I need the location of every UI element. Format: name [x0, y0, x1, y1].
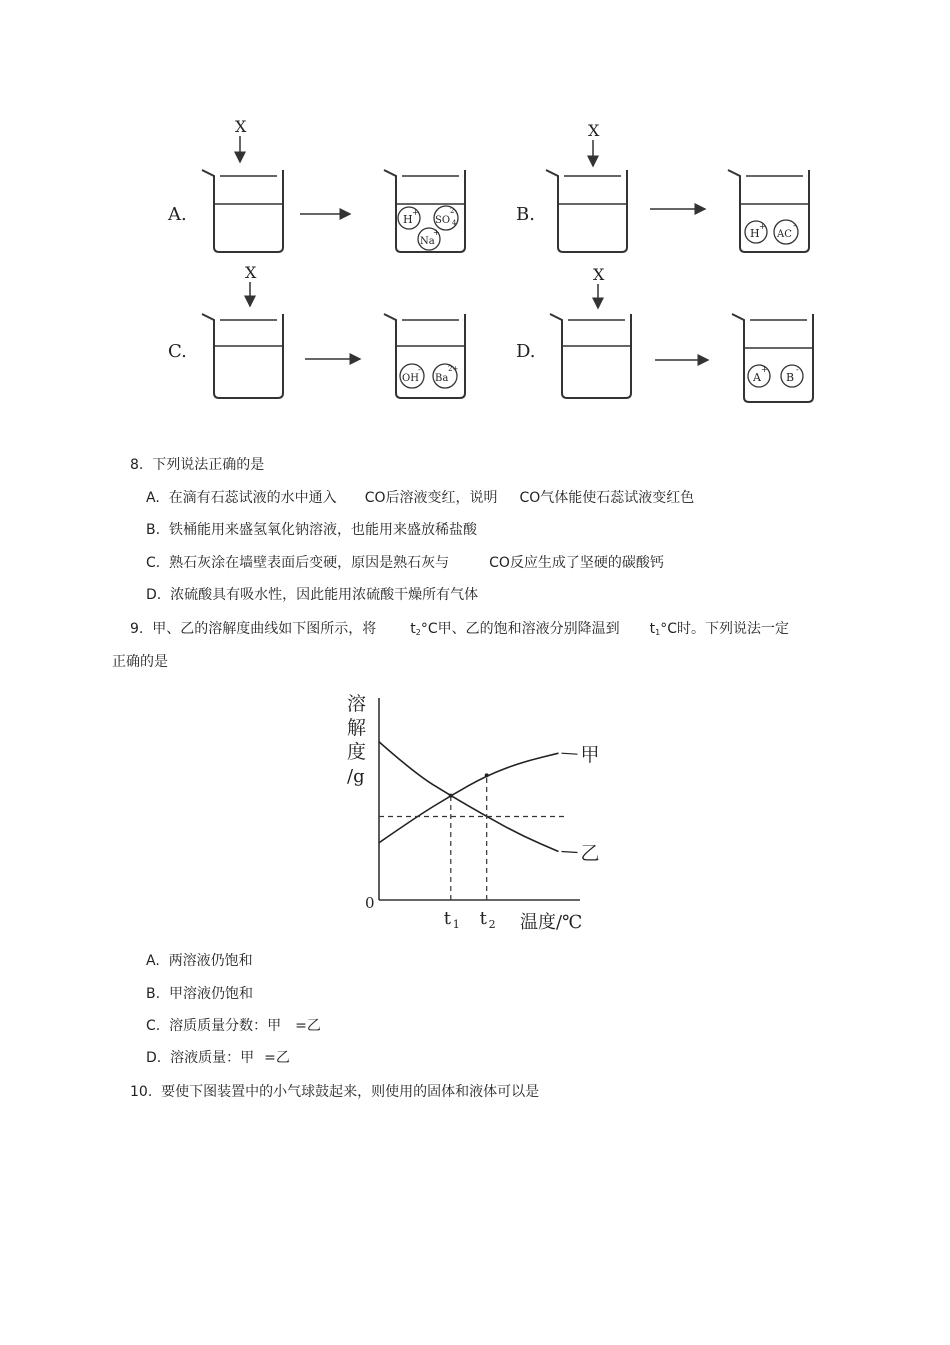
q9-d-part1: 溶液质量：甲 [170, 1050, 255, 1066]
q9-a-label: A. [146, 953, 160, 969]
curve-label-jia: 甲 [580, 744, 600, 767]
reagent-x-label-a: X [235, 117, 247, 136]
ion-so4-label: SO [435, 215, 451, 226]
q8-option-c [146, 554, 664, 572]
ion-so4-sub: 4 [452, 219, 457, 227]
q8-b-text: 铁桶能用来盛氢氧化钠溶液，也能用来盛放稀盐酸 [168, 522, 477, 538]
tick-label-t1: t [443, 908, 452, 929]
q8-a-co2-1: CO [364, 490, 386, 506]
y-label-char-2: 解 [347, 717, 367, 739]
curve-jia [379, 753, 558, 843]
q8-a-part3: 后溶液变红，说明 [385, 490, 498, 506]
option-a-group [167, 117, 465, 252]
ion-a-charge: + [761, 365, 768, 374]
ion-so4-charge: 2- [450, 207, 457, 215]
beaker-a-before [202, 170, 283, 252]
ion-ac-label: AC [777, 229, 792, 240]
q9-t2-sub: 2 [415, 628, 421, 637]
q9-t1: t [649, 621, 656, 637]
chart-dynamic-layer [379, 742, 599, 931]
q9-stem-line1 [130, 620, 789, 642]
q10-stem [130, 1083, 539, 1101]
option-d-letter: D. [516, 341, 536, 362]
q9-t2: t [410, 621, 416, 637]
q8-option-b [146, 521, 477, 539]
point-t1 [449, 794, 453, 798]
beaker-b-after [728, 170, 809, 252]
ion-oh-charge: - [418, 365, 421, 374]
beaker-b-before [546, 170, 627, 252]
point-t2 [485, 773, 489, 777]
ion-h-charge: + [412, 208, 419, 217]
beaker-d-before [550, 314, 631, 398]
x-axis-label: 温度/℃ [520, 912, 583, 933]
tick-sub-t1: 1 [452, 918, 460, 931]
q9-part1: 甲、乙的溶解度曲线如下图所示，将 [152, 621, 377, 637]
beaker-c-before [202, 314, 283, 398]
ion-na-charge: + [433, 228, 440, 237]
curve-yi [379, 742, 558, 852]
solubility-chart [335, 688, 615, 938]
option-c-group [168, 263, 465, 398]
solubility-chart-svg [335, 688, 615, 938]
q8-c-co2: CO [489, 555, 510, 571]
q9-d-label: D. [146, 1050, 162, 1066]
q10-text: 要使下图装置中的小气球鼓起来，则使用的固体和液体可以是 [161, 1084, 540, 1100]
ion-h-label: H [403, 213, 413, 226]
q8-a-part5: 气体能使石蕊试液变红色 [540, 490, 695, 506]
reagent-x-label-c: X [245, 263, 257, 282]
q8-option-a [146, 489, 694, 507]
q9-option-c [146, 1017, 321, 1035]
q8-number: 8. [130, 457, 144, 473]
q8-stem-text: 下列说法正确的是 [152, 457, 265, 473]
q8-d-label: D. [146, 587, 162, 603]
q8-a-part1: 在滴有石蕊试液的水中通入 [168, 490, 337, 506]
q9-option-a [146, 952, 253, 970]
ion-ac-charge: - [793, 221, 796, 230]
ion-h-charge-b: + [759, 222, 766, 231]
ion-b-label: B [786, 371, 795, 384]
ion-ba-label: Ba [435, 373, 449, 384]
q9-option-b [146, 985, 253, 1003]
beaker-figure-svg [150, 112, 830, 412]
option-b-group [516, 121, 809, 252]
tick-label-t2: t [479, 908, 487, 929]
q9-d-part2: =乙 [264, 1050, 290, 1066]
ion-h-label-b: H [750, 227, 760, 240]
reagent-x-label-d: X [593, 265, 605, 284]
curve-label-yi: 乙 [580, 842, 600, 865]
q9-number: 9. [130, 621, 144, 637]
q9-line2-text: 正确的是 [112, 654, 168, 670]
reagent-x-label-b: X [588, 121, 600, 140]
q10-number: 10. [130, 1084, 153, 1100]
q8-c-part3: 反应生成了坚硬的碳酸钙 [509, 555, 664, 571]
q8-c-label: C. [146, 555, 161, 571]
q8-stem [130, 456, 264, 474]
beaker-figure [150, 112, 830, 412]
q8-b-label: B. [146, 522, 161, 538]
q9-t1-sub: 1 [655, 628, 661, 637]
q9-c-part2: =乙 [295, 1018, 321, 1034]
curve-leader-jia [561, 753, 577, 754]
tick-sub-t2: 2 [488, 918, 496, 931]
option-c-letter: C. [168, 341, 187, 362]
y-label-char-1: 溶 [347, 693, 367, 715]
y-label-char-4: /g [347, 766, 365, 787]
q9-part2: °C甲、乙的饱和溶液分别降温到 [420, 621, 620, 637]
y-label-char-3: 度 [347, 741, 367, 763]
q8-c-part1: 熟石灰涂在墙壁表面后变硬，原因是熟石灰与 [169, 555, 450, 571]
q9-part3: °C时。下列说法一定 [660, 621, 790, 637]
beaker-d-after [732, 314, 813, 402]
q9-a-text: 两溶液仍饱和 [168, 953, 253, 969]
option-a-letter: A. [168, 204, 187, 225]
q8-a-label: A. [146, 490, 160, 506]
q9-c-label: C. [146, 1018, 161, 1034]
q8-d-text: 浓硫酸具有吸水性，因此能用浓硫酸干燥所有气体 [170, 587, 479, 603]
beaker-c-after [384, 314, 465, 398]
ion-b-charge: - [796, 365, 799, 374]
option-b-letter: B. [516, 204, 535, 225]
q8-option-d [146, 586, 478, 604]
origin-label: 0 [365, 894, 375, 912]
beaker-a-after [384, 170, 465, 252]
q9-option-d [146, 1049, 290, 1067]
q9-stem-line2 [112, 653, 168, 671]
q9-b-label: B. [146, 986, 161, 1002]
ion-a-label: A [753, 371, 761, 384]
ion-na-label: Na [420, 236, 435, 247]
q8-a-co2-2: CO [519, 490, 541, 506]
ion-ba-charge: 2+ [448, 365, 459, 373]
ion-oh-label: OH [402, 373, 419, 384]
q9-b-text: 甲溶液仍饱和 [168, 986, 253, 1002]
q9-c-part1: 溶质质量分数：甲 [169, 1018, 282, 1034]
option-d-group [516, 265, 813, 402]
curve-leader-yi [561, 852, 577, 853]
